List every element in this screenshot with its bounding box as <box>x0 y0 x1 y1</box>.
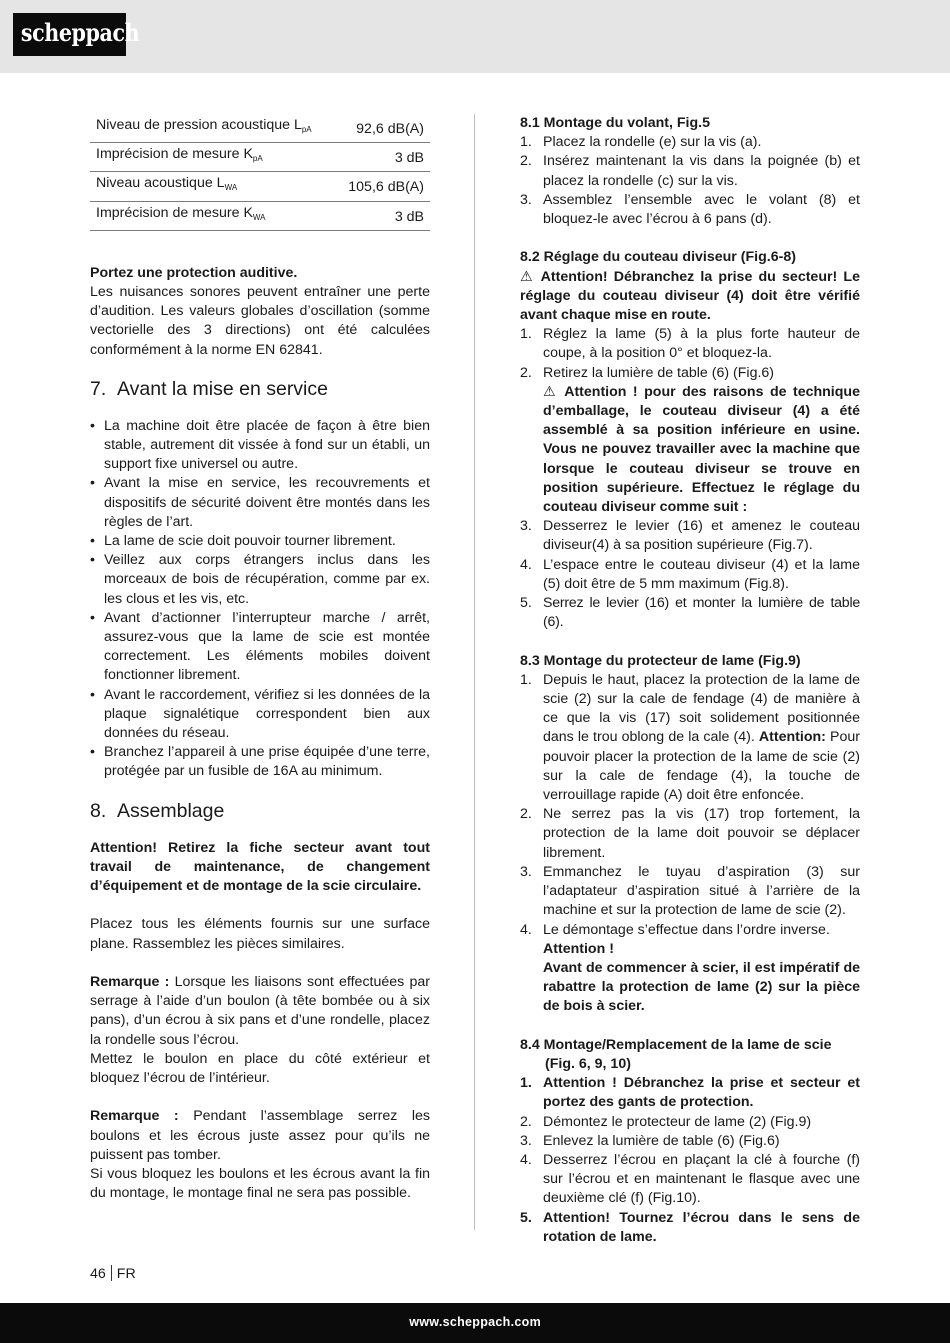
spec-label: Imprécision de mesure $K_{pA}$ <box>90 143 335 172</box>
page-number: 46 FR <box>90 1266 136 1282</box>
table-row <box>90 143 430 172</box>
column-divider <box>474 114 475 1230</box>
hearing-protection-title: Portez une protection auditive. <box>90 264 298 281</box>
list-item: 2. Ne serrez pas la vis (17) trop fortement, la protection de la lame doit pouvoir se déplacer librement. <box>520 806 860 861</box>
list-item: 4. Desserrez l’écrou en plaçant la clé à fourche (f) sur l’écrou et en maintenant le flasque avec une deuxième clé (f) (Fig.10). <box>520 1151 860 1207</box>
spec-value: 92,6 dB(A) <box>335 114 430 143</box>
spec-value: 3 dB <box>335 143 430 172</box>
right-column <box>520 114 860 1247</box>
list-item: • Avant la mise en service, les recouvrements et dispositifs de sécurité doivent être montés dans les règles de l’art. <box>90 474 430 532</box>
blade-guard-attention-text: Avant de commencer à scier, il est impératif de rabattre la protection de lame (2) sur la pièce de bois à scier. <box>543 959 860 1015</box>
list-item: 3. Desserrez le levier (16) et amenez le couteau diviseur(4) à sa position supérieure (Fig.7). <box>520 518 860 554</box>
list-item: • Veillez aux corps étrangers inclus dans les morceaux de bois de récupération, comme par ex. les clous et les vis, etc. <box>90 551 430 609</box>
remark-2-cont: Si vous bloquez les boulons et les écrous avant la fin du montage, le montage final ne sera pas possible. <box>90 1166 430 1202</box>
subsection-8-3-title: 8.3 Montage du protecteur de lame (Fig.9) <box>520 652 801 669</box>
subsection-8-4-title-cont: (Fig. 6, 9, 10) <box>545 1055 631 1072</box>
page-number-separator <box>111 1265 112 1281</box>
list-item: 2. Démontez le protecteur de lame (2) (Fig.9) <box>520 1113 812 1130</box>
assembly-intro: Placez tous les éléments fournis sur une surface plane. Rassemblez les pièces similaires. <box>90 916 430 952</box>
list-item: 1. Depuis le haut, placez la protection de la lame de scie (2) sur la cale de fendage (4) de manière à ce que la vis (17) soit solidement positionnée dans le trou oblong de la cale (4). Attention: Pour pouvoir placer la protection de la lame de scie (2) sur la cale de fendage (4), la touche de verrouillage rapide (A) doit être enfoncée. <box>520 671 860 804</box>
steps-8-1 <box>520 133 860 229</box>
list-item: • Avant d’actionner l’interrupteur marche / arrêt, assurez-vous que la lame de scie est montée correctement. Les éléments mobiles doivent fonctionner librement. <box>90 609 430 686</box>
spec-label: Niveau acoustique $L_{WA}$ <box>90 172 335 201</box>
list-item: 2. Retirez la lumière de table (6) (Fig.6) <box>520 364 775 381</box>
list-item: 4. Le démontage s’effectue dans l’ordre inverse. <box>520 921 830 938</box>
steps-8-3 <box>520 671 860 940</box>
page-header <box>0 0 950 73</box>
list-item: 3. Assemblez l’ensemble avec le volant (8) et bloquez-le avec l’écrou à 6 pans (d). <box>520 191 860 228</box>
list-item: 1. Réglez la lame (5) à la plus forte hauteur de coupe, à la position 0° et bloquez-la. <box>520 326 860 362</box>
section-8-heading: 8. Assemblage <box>90 799 225 822</box>
riving-knife-warning: ⚠ Attention! Débranchez la prise du secteur! Le réglage du couteau diviseur (4) doit être vérifié avant chaque mise en route. <box>520 268 860 324</box>
spec-value: 105,6 dB(A) <box>335 172 430 201</box>
remark-1: Remarque : Lorsque les liaisons sont effectuées par serrage à l’aide d’un boulon (à tête bombée ou à six pans), d’un écrou à six pans et d’une rondelle, placez la rondelle sous l’écrou. <box>90 974 430 1048</box>
subsection-8-2-title: 8.2 Réglage du couteau diviseur (Fig.6-8) <box>520 249 796 266</box>
steps-8-4 <box>520 1074 860 1247</box>
list-item: 3. Emmanchez le tuyau d’aspiration (3) sur l’adaptateur d’aspiration situé à l’arrière de la machine et sur la protection de lame de scie (2). <box>520 863 860 919</box>
steps-8-2a <box>520 325 860 383</box>
table-row <box>90 201 430 230</box>
remark-2: Remarque : Pendant l’assemblage serrez les boulons et les écrous juste assez pour qu’ils ne puissent pas tomber. <box>90 1108 431 1163</box>
list-item: 5. Serrez le levier (16) et monter la lumière de table (6). <box>520 595 860 631</box>
page-footer <box>0 1303 950 1343</box>
list-item: 3. Enlevez la lumière de table (6) (Fig.6) <box>520 1132 780 1149</box>
warning-triangle-icon: ⚠ <box>520 268 535 285</box>
left-column <box>90 114 430 1204</box>
hearing-protection-text: Les nuisances sonores peuvent entraîner une perte d’audition. Les valeurs globales d’oscillation (somme vectorielle des 3 directions) ont été calculées conformément à la norme EN 62841. <box>90 284 430 358</box>
footer-url: www.scheppach.com <box>409 1315 541 1329</box>
table-row <box>90 114 430 143</box>
steps-8-2b <box>520 517 860 632</box>
blade-guard-attention-title: Attention ! <box>543 940 614 957</box>
spec-label: Niveau de pression acoustique $L_{pA}$ <box>90 114 335 143</box>
section-7-bullet-list <box>90 417 430 782</box>
list-item: 1. Attention ! Débranchez la prise et secteur et portez des gants de protection. <box>520 1075 860 1111</box>
list-item: • Avant le raccordement, vérifiez si les données de la plaque signalétique correspondent bien aux données du réseau. <box>90 686 430 744</box>
subsection-8-1-title: 8.1 Montage du volant, Fig.5 <box>520 115 710 131</box>
list-item: 4. L’espace entre le couteau diviseur (4) et la lame (5) doit être de 5 mm maximum (Fig.8). <box>520 556 860 592</box>
remark-1-cont: Mettez le boulon en place du côté extérieur et bloquez l’écrou de l’intérieur. <box>90 1050 430 1087</box>
list-item: • La lame de scie doit pouvoir tourner librement. <box>90 532 430 551</box>
list-item: • La machine doit être placée de façon à être bien stable, autrement dit vissée à fond sur un établi, un support fixe universel ou autre. <box>90 417 430 475</box>
spec-value: 3 dB <box>335 201 430 230</box>
section-7-heading: 7. Avant la mise en service <box>90 377 328 400</box>
list-item: 5. Attention! Tournez l’écrou dans le sens de rotation de lame. <box>520 1209 860 1245</box>
assembly-warning: Attention! Retirez la fiche secteur avant tout travail de maintenance, de changement d’équipement et de montage de la scie circulaire. <box>90 839 430 895</box>
list-item: 1. Placez la rondelle (e) sur la vis (a). <box>520 134 762 151</box>
riving-knife-note: ⚠ Attention ! pour des raisons de technique d’emballage, le couteau diviseur (4) a été assemblé à sa position inférieure en usine. Vous ne pouvez travailler avec la machine que lorsque le couteau diviseur se trouve en position supérieure. Effectuez le réglage du couteau diviseur comme suit : <box>543 383 860 516</box>
table-row <box>90 172 430 201</box>
spec-label: Imprécision de mesure $K_{WA}$ <box>90 201 335 230</box>
logo-text: scheppach <box>20 18 140 47</box>
scheppach-logo <box>13 13 140 56</box>
list-item: • Branchez l’appareil à une prise équipée d’une terre, protégée par un fusible de 16A au minimum. <box>90 743 430 781</box>
noise-spec-table <box>90 114 430 231</box>
subsection-8-4-title: 8.4 Montage/Remplacement de la lame de scie <box>520 1036 832 1053</box>
warning-triangle-icon: ⚠ <box>543 383 559 400</box>
list-item: 2. Insérez maintenant la vis dans la poignée (b) et placez la rondelle (c) sur la vis. <box>520 153 860 189</box>
